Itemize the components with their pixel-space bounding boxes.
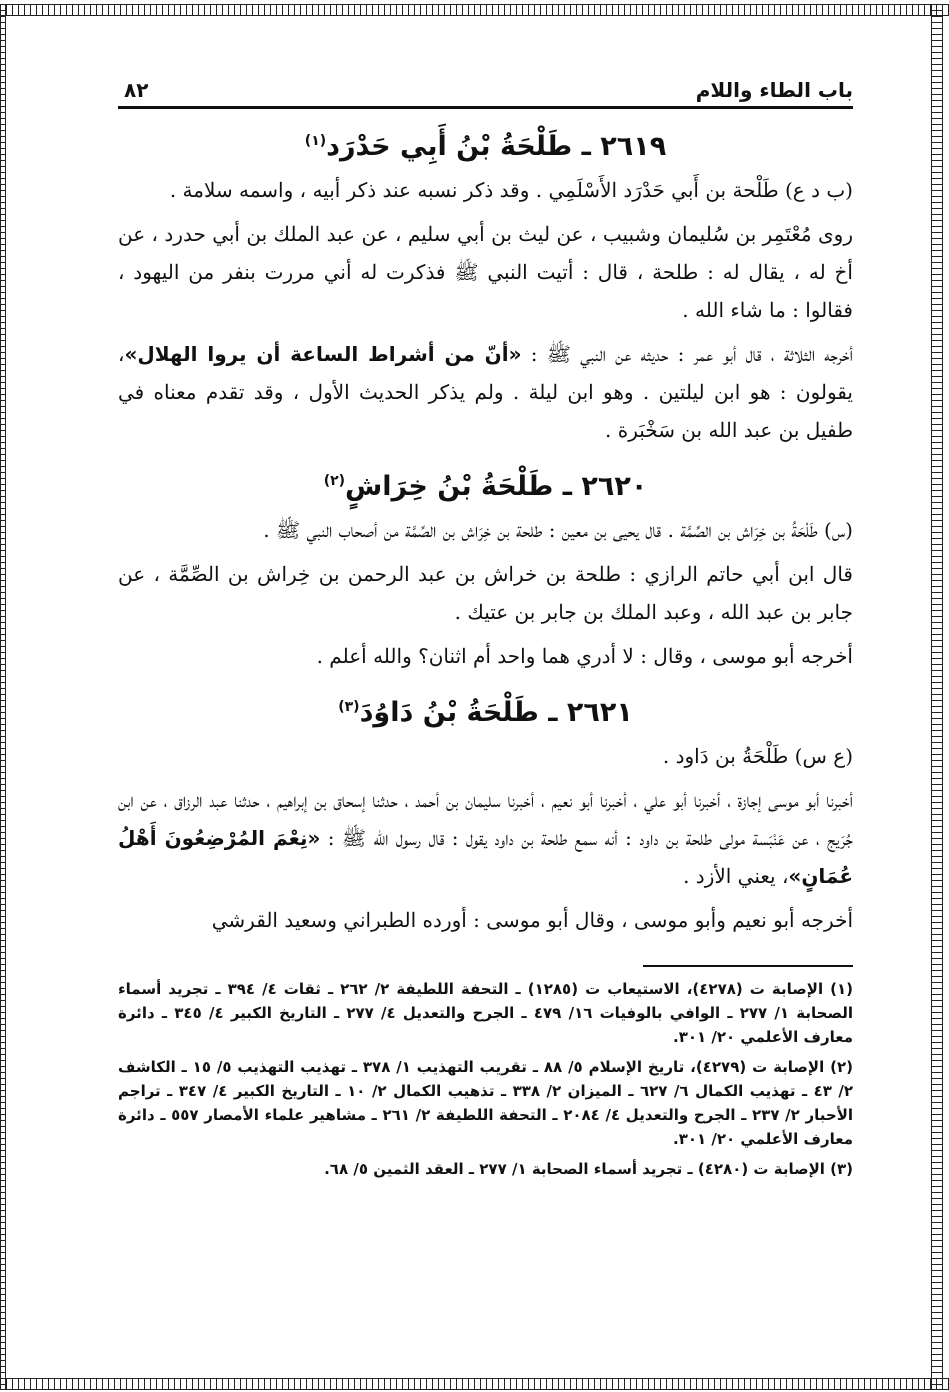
footnote: (٣) الإصابة ت (٤٢٨٠) ـ تجريد أسماء الصحابة ١/ ٢٧٧ ـ العقد الثمين ٥/ ٦٨. — [324, 1160, 853, 1178]
entry-heading-text: ٢٦١٩ ـ طَلْحَةُ بْنُ أَبِي حَدْرَد — [326, 131, 667, 162]
paragraph — [118, 781, 853, 895]
paragraph-text: ، يقولون : هو ابن ليلتين . وهو ابن ليلة . ولم يذكر الحديث الأول ، وقد تقدم معناه في طفيل بن عبد الله بن سَخْبَرة . — [118, 342, 853, 442]
paragraph-text: ، يعني الأزد . — [683, 864, 789, 888]
ornamental-border-right — [931, 4, 943, 1390]
paragraph: (ع س) طَلْحَةُ بن دَاود . — [662, 744, 853, 768]
footnote-marker: (٣) — [338, 699, 360, 715]
hadith-quote: «أنّ من أشراط الساعة أن يروا الهلال» — [124, 342, 522, 366]
footnote: (٢) الإصابة ت (٤٢٧٩)، تاريخ الإسلام ٥/ ٨٨ ـ تقريب التهذيب ١/ ٣٧٨ ـ تهذيب التهذيب ٥/ ١٥ ـ الكاشف ٢/ ٤٣ ـ تهذيب الكمال ٦/ ٦٢٧ ـ الميزان ٢/ ٣٣٨ ـ تذهيب الكمال ٢/ ١٠ ـ التاريخ الكبير ٤/ ٣٤٧ ـ تراجم الأحبار ٢/ ٢٣٧ ـ الجرح والتعديل ٤/ ٢٠٨٤ ـ التحفة اللطيفة ٢/ ٢٦١ ـ مشاهير علماء الأمصار ٥٥٧ ـ دائرة معارف الأعلمي ٢٠/ ٣٠١. — [118, 1058, 854, 1148]
ornamental-border-left — [0, 4, 6, 1390]
page-number: ٨٢ — [124, 78, 149, 102]
paragraph — [118, 335, 853, 449]
entry-heading-2619 — [118, 121, 853, 167]
entry-heading-text: ٢٦٢٠ ـ طَلْحَةُ بْنُ خِرَاشٍ — [345, 471, 648, 502]
footnote-marker: (١) — [304, 133, 327, 149]
ornamental-border-top — [0, 4, 949, 16]
paragraph: أخرجه أبو موسى ، وقال : لا أدري هما واحد أم اثنان؟ والله أعلم . — [316, 644, 853, 668]
paragraph: (س) طَلْحَةُ بن خِرَاش بن الصِّمَّة . قال يحيى بن معين : طلحة بن خِرَاش بن الصِّمَّة من أصحاب النبي ﷺ . — [263, 518, 853, 542]
page-content — [118, 72, 853, 1187]
entry-heading-2621 — [118, 687, 853, 733]
paragraph-text: أخبرنا أبو موسى إجازة ، أخبرنا أبو علي ، أخبرنا أبو نعيم ، أخبرنا سليمان بن أحمد ، حدثنا إسحاق بن إبراهيم ، حدثنا عبد الرزاق ، عن ابن جُرَيج ، عن عَنْبَسة مولى طلحة بن داود : أنه سمع طلحة بن داود يقول : قال رسول الله ﷺ : — [118, 788, 853, 850]
ornamental-border-bottom — [0, 1378, 949, 1390]
entry-heading-text: ٢٦٢١ ـ طَلْحَةُ بْنُ دَاوُدَ — [359, 697, 633, 728]
paragraph: (ب د ع) طَلْحة بن أَبي حَدْرَد الأَسْلَمِي . وقد ذكر نسبه عند ذكر أبيه ، واسمه سلامة . — [169, 178, 853, 202]
footnote-separator — [643, 965, 853, 967]
hadith-quote: «نِعْمَ المُرْضِعُونَ أَهْلُ عُمَانٍ» — [118, 826, 853, 888]
footnote: (١) الإصابة ت (٤٢٧٨)، الاستيعاب ت (١٢٨٥) ـ التحفة اللطيفة ٢/ ٢٦٢ ـ ثقات ٤/ ٣٩٤ ـ تجريد أسماء الصحابة ١/ ٢٧٧ ـ الوافي بالوفيات ١٦/ ٤٧٩ ـ الجرح والتعديل ٤/ ٢٧٧ ـ التاريخ الكبير ٤/ ٣٤٥ ـ دائرة معارف الأعلمي ٢٠/ ٣٠١. — [118, 980, 854, 1046]
paragraph: قال ابن أبي حاتم الرازي : طلحة بن خراش بن عبد الرحمن بن خِراش بن الصِّمَّة ، عن جابر بن عبد الله ، وعبد الملك بن جابر بن عتيك . — [118, 562, 853, 624]
running-header — [118, 72, 853, 109]
footnotes — [118, 977, 853, 1181]
paragraph-text: أخرجه الثلاثة ، قال أبو عمر : حديثه عن النبي ﷺ : — [521, 342, 853, 366]
entry-heading-2620 — [118, 461, 853, 507]
footnote-marker: (٢) — [323, 473, 346, 489]
paragraph: روى مُعْتَمِر بن سُليمان وشبيب ، عن ليث بن أبي سليم ، عن عبد الملك بن أبي حدرد ، عن أخ له ، يقال له : طلحة ، قال : أتيت النبي ﷺ فذكرت له أني مررت بنفر من اليهود ، فقالوا : ما شاء الله . — [118, 222, 853, 322]
paragraph: أخرجه أبو نعيم وأبو موسى ، وقال أبو موسى : أورده الطبراني وسعيد القرشي — [211, 908, 853, 932]
chapter-title: باب الطاء واللام — [695, 78, 853, 102]
